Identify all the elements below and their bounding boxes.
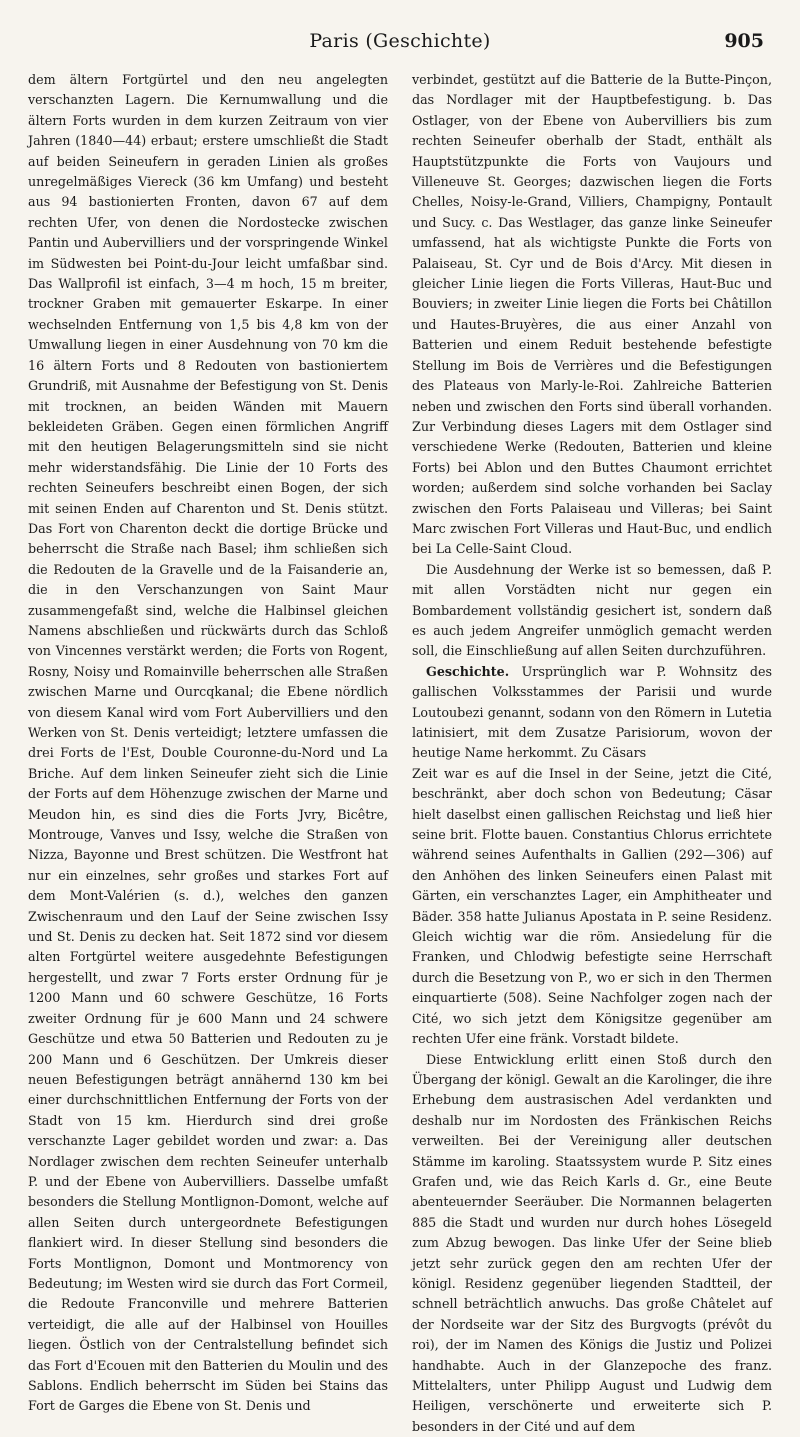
page-header — [28, 30, 772, 70]
text-columns — [28, 70, 772, 1437]
page-number: 905 — [724, 30, 764, 52]
paragraph: verbindet, gestützt auf die Batterie de la Butte-Pinçon, das Nordlager mit der Hauptbefestigung. b. Das Ostlager, von der Ebene von Aubervilliers bis zum rechten Seineufer oberhalb der Stadt, enthält als Hauptstützpunkte die Forts von Vaujours und Villeneuve St. Georges; dazwischen liegen die Forts Chelles, Noisy-le-Grand, Villiers, Champigny, Pontault und Sucy. c. Das Westlager, das ganze linke Seineufer umfassend, hat als wichtigste Punkte die Forts von Palaiseau, St. Cyr und de Bois d'Arcy. Mit diesen in gleicher Linie liegen die Forts Villeras, Haut-Buc und Bouviers; in zweiter Linie liegen die Forts bei Châtillon und Hautes-Bruyères, die aus einer Anzahl von Batterien und einem Reduit bestehende befestigte Stellung im Bois de Verrières und die Befestigungen des Plateaus von Marly-le-Roi. Zahlreiche Batterien neben und zwischen den Forts sind überall vorhanden. Zur Verbindung dieses Lagers mit dem Ostlager sind verschiedene Werke (Redouten, Batterien und kleine Forts) bei Ablon und den Buttes Chaumont errichtet worden; außerdem sind solche vorhanden bei Saclay zwischen den Forts Palaiseau und Villeras; bei Saint Marc zwischen Fort Villeras und Haut-Buc, und endlich bei La Celle-Saint Cloud. — [412, 70, 772, 560]
left-column — [28, 70, 388, 1437]
paragraph-text: Ursprünglich war P. Wohnsitz des gallischen Volksstammes der Parisii und wurde Loutoubezi genannt, sodann von den Römern in Lutetia latinisiert, mit dem Zusatze Parisiorum, wovon der heutige Name herkommt. Zu Cäsars — [412, 664, 772, 761]
paragraph: dem ältern Fortgürtel und den neu angelegten verschanzten Lagern. Die Kernumwallung und die ältern Forts wurden in dem kurzen Zeitraum von vier Jahren (1840—44) erbaut; erstere umschließt die Stadt auf beiden Seineufern in geraden Linien als großes unregelmäßiges Viereck (36 km Umfang) und besteht aus 94 bastionierten Fronten, davon 67 auf dem rechten Ufer, von denen die Nordostecke zwischen Pantin und Aubervilliers und der vorspringende Winkel im Südwesten bei Point-du-Jour leicht umfaßbar sind. Das Wallprofil ist einfach, 3—4 m hoch, 15 m breiter, trockner Graben mit gemauerter Eskarpe. In einer wechselnden Entfernung von 1,5 bis 4,8 km von der Umwallung liegen in einer Ausdehnung von 70 km die 16 ältern Forts und 8 Redouten von bastioniertem Grundriß, mit Ausnahme der Befestigung von St. Denis mit trocknen, an beiden Wänden mit Mauern bekleideten Gräben. Gegen einen förmlichen Angriff mit den heutigen Belagerungsmitteln sind sie nicht mehr widerstandsfähig. Die Linie der 10 Forts des rechten Seineufers beschreibt einen Bogen, der sich mit seinen Enden auf Charenton und St. Denis stützt. Das Fort von Charenton deckt die dortige Brücke und beherrscht die Straße nach Basel; ihm schließen sich die Redouten de la Gravelle und de la Faisanderie an, die in den Verschanzungen von Saint Maur zusammengefaßt sind, welche die Halbinsel gleichen Namens abschließen und rückwärts durch das Schloß von Vincennes verstärkt werden; die Forts von Rogent, Rosny, Noisy und Romainville beherrschen alle Straßen zwischen Marne und Ourcqkanal; die Ebene nördlich von diesem Kanal wird vom Fort Aubervilliers und den Werken von St. Denis verteidigt; letztere umfassen die drei Forts de l'Est, Double Couronne-du-Nord und La Briche. Auf dem linken Seineufer zieht sich die Linie der Forts auf dem Höhenzuge zwischen der Marne und Meudon hin, es sind dies die Forts Jvry, Bicêtre, Montrouge, Vanves und Issy, welche die Straßen von Nizza, Bayonne und Brest schützen. Die Westfront hat nur ein einzelnes, sehr großes und starkes Fort auf dem Mont-Valérien (s. d.), welches den ganzen Zwischenraum und den Lauf der Seine zwischen Issy und St. Denis zu decken hat. Seit 1872 sind vor diesem alten Fortgürtel weitere ausgedehnte Befestigungen hergestellt, und zwar 7 Forts erster Ordnung für je 1200 Mann und 60 schwere Geschütze, 16 Forts zweiter Ordnung für je 600 Mann und 24 schwere Geschütze und etwa 50 Batterien und Redouten zu je 200 Mann und 6 Geschützen. Der Umkreis dieser neuen Befestigungen beträgt annähernd 130 km bei einer durchschnittlichen Entfernung der Forts von der Stadt von 15 km. Hierdurch sind drei große verschanzte Lager gebildet worden und zwar: a. Das Nordlager zwischen dem rechten Seineufer unterhalb P. und der Ebene von Aubervilliers. Dasselbe umfaßt besonders die Stellung Montlignon-Domont, welche auf allen Seiten durch untergeordnete Befestigungen flankiert wird. In dieser Stellung sind besonders die Forts Montlignon, Domont und Montmorency von Bedeutung; im Westen wird sie durch das Fort Cormeil, die Redoute Franconville und mehrere Batterien verteidigt, die alle auf der Halbinsel von Houilles liegen. Östlich von der Centralstellung befindet sich das Fort d'Ecouen mit den Batterien du Moulin und des Sablons. Endlich beherrscht im Süden bei Stains das Fort de Garges die Ebene von St. Denis und — [28, 70, 388, 1417]
paragraph: Die Ausdehnung der Werke ist so bemessen, daß P. mit allen Vorstädten nicht nur gegen ein Bombardement vollständig gesichert ist, sondern daß es auch jedem Angreifer unmöglich gemacht werden soll, die Einschließung auf allen Seiten durchzuführen. — [412, 560, 772, 662]
paragraph-geschichte — [412, 662, 772, 764]
right-column — [412, 70, 772, 1437]
paragraph: Zeit war es auf die Insel in der Seine, jetzt die Cité, beschränkt, aber doch schon von Bedeutung; Cäsar hielt daselbst einen gallischen Reichstag und ließ hier seine brit. Flotte bauen. Constantius Chlorus errichtete während seines Aufenthalts in Gallien (292—306) auf den Anhöhen des linken Seineufers einen Palast mit Gärten, ein verschanztes Lager, ein Amphitheater und Bäder. 358 hatte Julianus Apostata in P. seine Residenz. Gleich wichtig war die röm. Ansiedelung für die Franken, und Chlodwig befestigte seine Herrschaft durch die Besetzung von P., wo er sich in den Thermen einquartierte (508). Seine Nachfolger zogen nach der Cité, wo sich jetzt dem Königsitze gegenüber am rechten Ufer eine fränk. Vorstadt bildete. — [412, 764, 772, 1050]
running-head: Paris (Geschichte) — [28, 30, 772, 52]
section-heading-geschichte: Geschichte. — [426, 664, 509, 679]
paragraph: Diese Entwicklung erlitt einen Stoß durch den Übergang der königl. Gewalt an die Karolinger, die ihre Erhebung dem austrasischen Adel verdankten und deshalb nur im Nordosten des Fränkischen Reichs verweilten. Bei der Vereinigung aller deutschen Stämme im karoling. Staatssystem wurde P. Sitz eines Grafen und, wie das Reich Karls d. Gr., eine Beute abenteuernder Seeräuber. Die Normannen belagerten 885 die Stadt und wurden nur durch hohes Lösegeld zum Abzug bewogen. Das linke Ufer der Seine blieb jetzt sehr zurück gegen den am rechten Ufer der königl. Residenz gegenüber liegenden Stadtteil, der schnell beträchtlich anwuchs. Das große Châtelet auf der Nordseite war der Sitz des Burgvogts (prévôt du roi), der im Namen des Königs die Justiz und Polizei handhabte. Auch in der Glanzepoche des franz. Mittelalters, unter Philipp August und Ludwig dem Heiligen, verschönerte und erweiterte sich P. besonders in der Cité und auf dem — [412, 1050, 772, 1437]
